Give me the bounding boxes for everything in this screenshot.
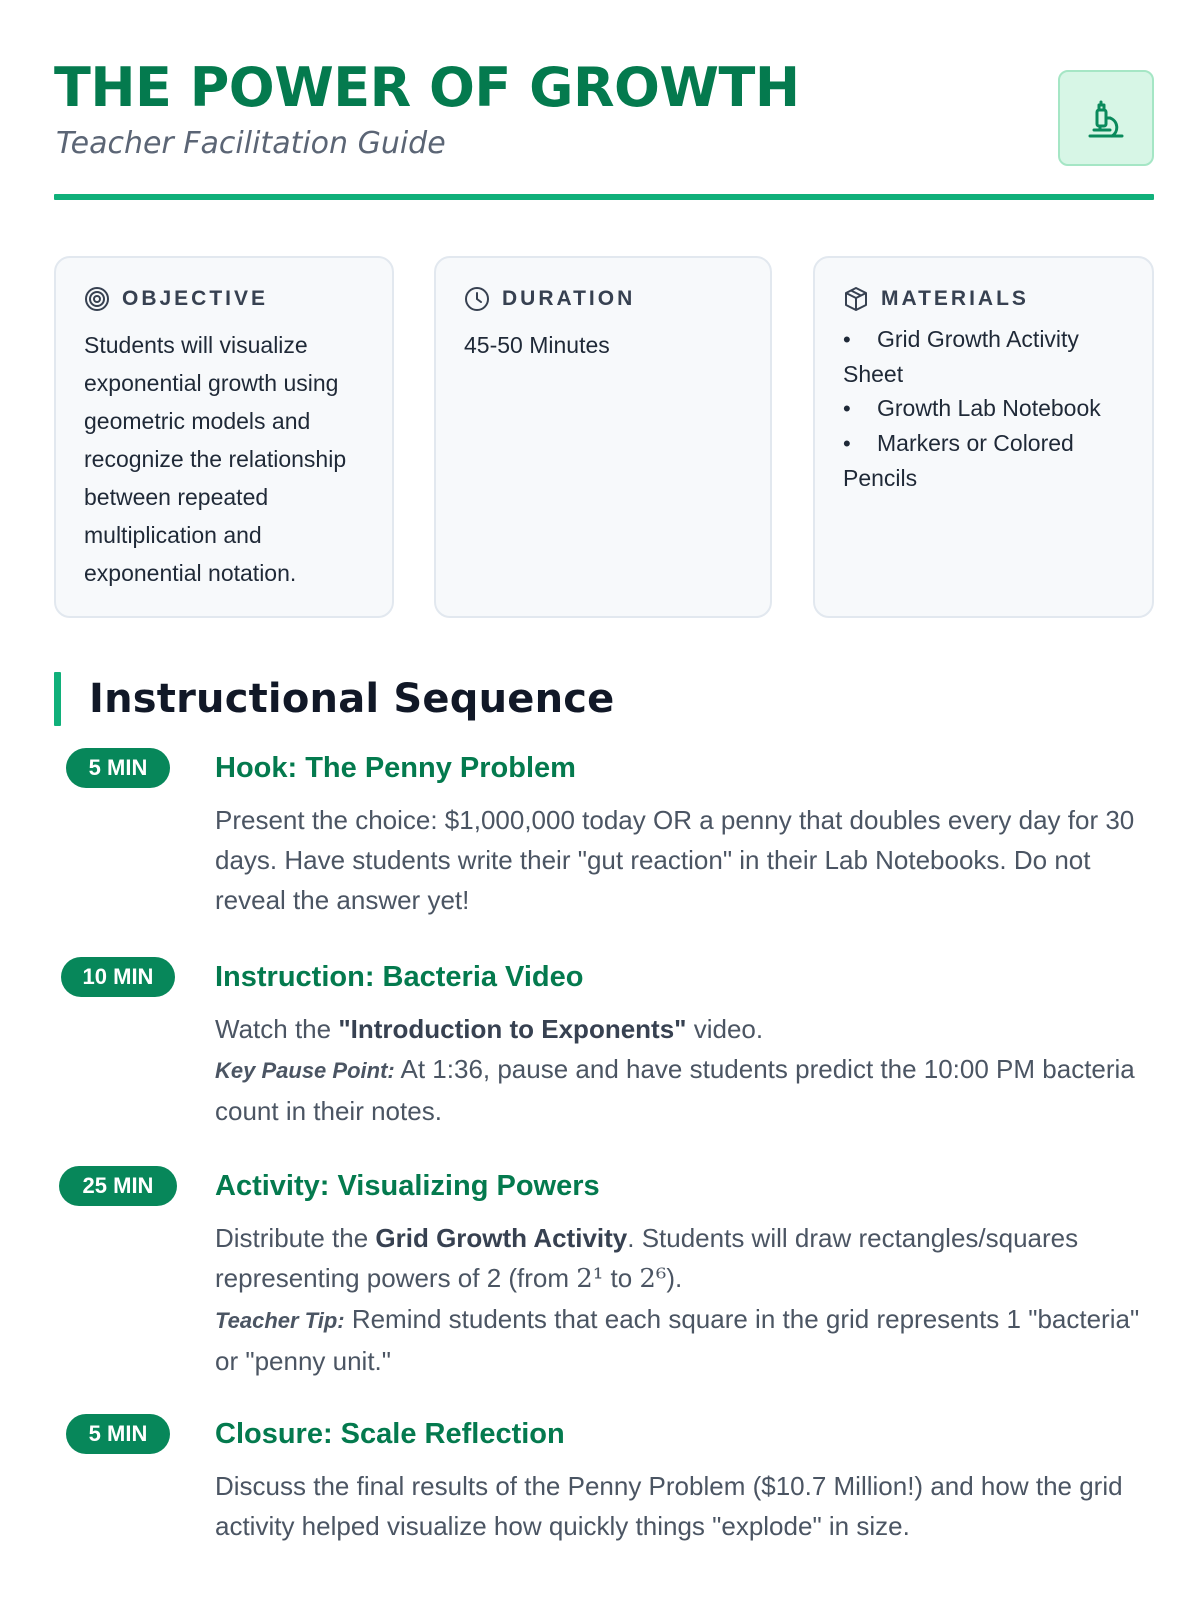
duration-card-header [464,284,744,314]
materials-list [843,322,1126,495]
teacher-tip-text: Remind students that each square in the grid represents 1 "bacteria" or "penny unit." [215,1304,1140,1376]
logo-badge [1058,70,1154,166]
header [54,56,1154,202]
step-body-text: ). [666,1263,683,1293]
step-body [215,1009,1165,1131]
list-item: • Markers or Colored Pencils [843,426,1126,495]
microscope-icon [1082,94,1130,142]
duration-card [434,256,772,618]
step-body: Present the choice: $1,000,000 today OR a penny that doubles every day for 30 days. Have students write their "gut reaction" in their Lab Notebooks. Do not reveal the answer yet! [215,805,1135,915]
video-title: "Introduction to Exponents" [338,1014,687,1044]
step-body [215,1218,1165,1381]
power-start: 2¹ [576,1264,604,1294]
clock-icon [464,286,490,312]
header-divider [54,194,1154,200]
section-title: Instructional Sequence [89,676,615,722]
activity-name: Grid Growth Activity [375,1223,628,1253]
step-body: Discuss the final results of the Penny Problem ($10.7 Million!) and how the grid activity helped visualize how quickly things "explode" in size. [215,1471,1123,1541]
step-title: Activity: Visualizing Powers [215,1170,600,1202]
materials-label: MATERIALS [881,287,1029,310]
duration-label: DURATION [502,287,636,310]
step-body-text: . Students will draw rectangles/squares representing powers of 2 (from [215,1223,1079,1293]
objective-text: Students will visualize exponential growth using geometric models and recognize the relationship between repeated multiplication and exponential notation. [84,332,347,586]
objective-card-header [84,284,366,314]
time-badge: 5 MIN [66,1414,170,1454]
list-item: • Grid Growth Activity Sheet [843,322,1126,391]
objective-card [54,256,394,618]
step-body-text: Watch the [215,1014,339,1044]
objective-label: OBJECTIVE [122,287,269,310]
time-badge: 5 MIN [66,748,170,788]
list-item: • Growth Lab Notebook [843,391,1126,426]
section-accent-bar [54,672,61,726]
teacher-tip-label: Teacher Tip: [215,1308,345,1333]
step-title: Instruction: Bacteria Video [215,961,584,993]
duration-text: 45-50 Minutes [464,332,610,358]
key-pause-label: Key Pause Point: [215,1058,395,1083]
step-body-text: video. [686,1014,764,1044]
step-body-text: to [603,1263,640,1293]
step-body-text: Distribute the [215,1223,376,1253]
time-badge: 25 MIN [59,1166,177,1206]
page-title: THE POWER OF GROWTH [54,56,800,119]
box-icon [843,286,869,312]
key-pause-text: At 1:36, pause and have students predict the 10:00 PM bacteria count in their notes. [215,1054,1135,1126]
step-title: Closure: Scale Reflection [215,1418,565,1450]
materials-card [813,256,1154,618]
power-end: 2⁶ [639,1264,667,1294]
time-badge: 10 MIN [61,957,175,997]
target-icon [84,286,110,312]
step-title: Hook: The Penny Problem [215,752,576,784]
info-cards [54,256,1154,618]
materials-card-header [843,284,1126,314]
page-subtitle: Teacher Facilitation Guide [56,126,446,161]
section-heading [54,672,615,726]
